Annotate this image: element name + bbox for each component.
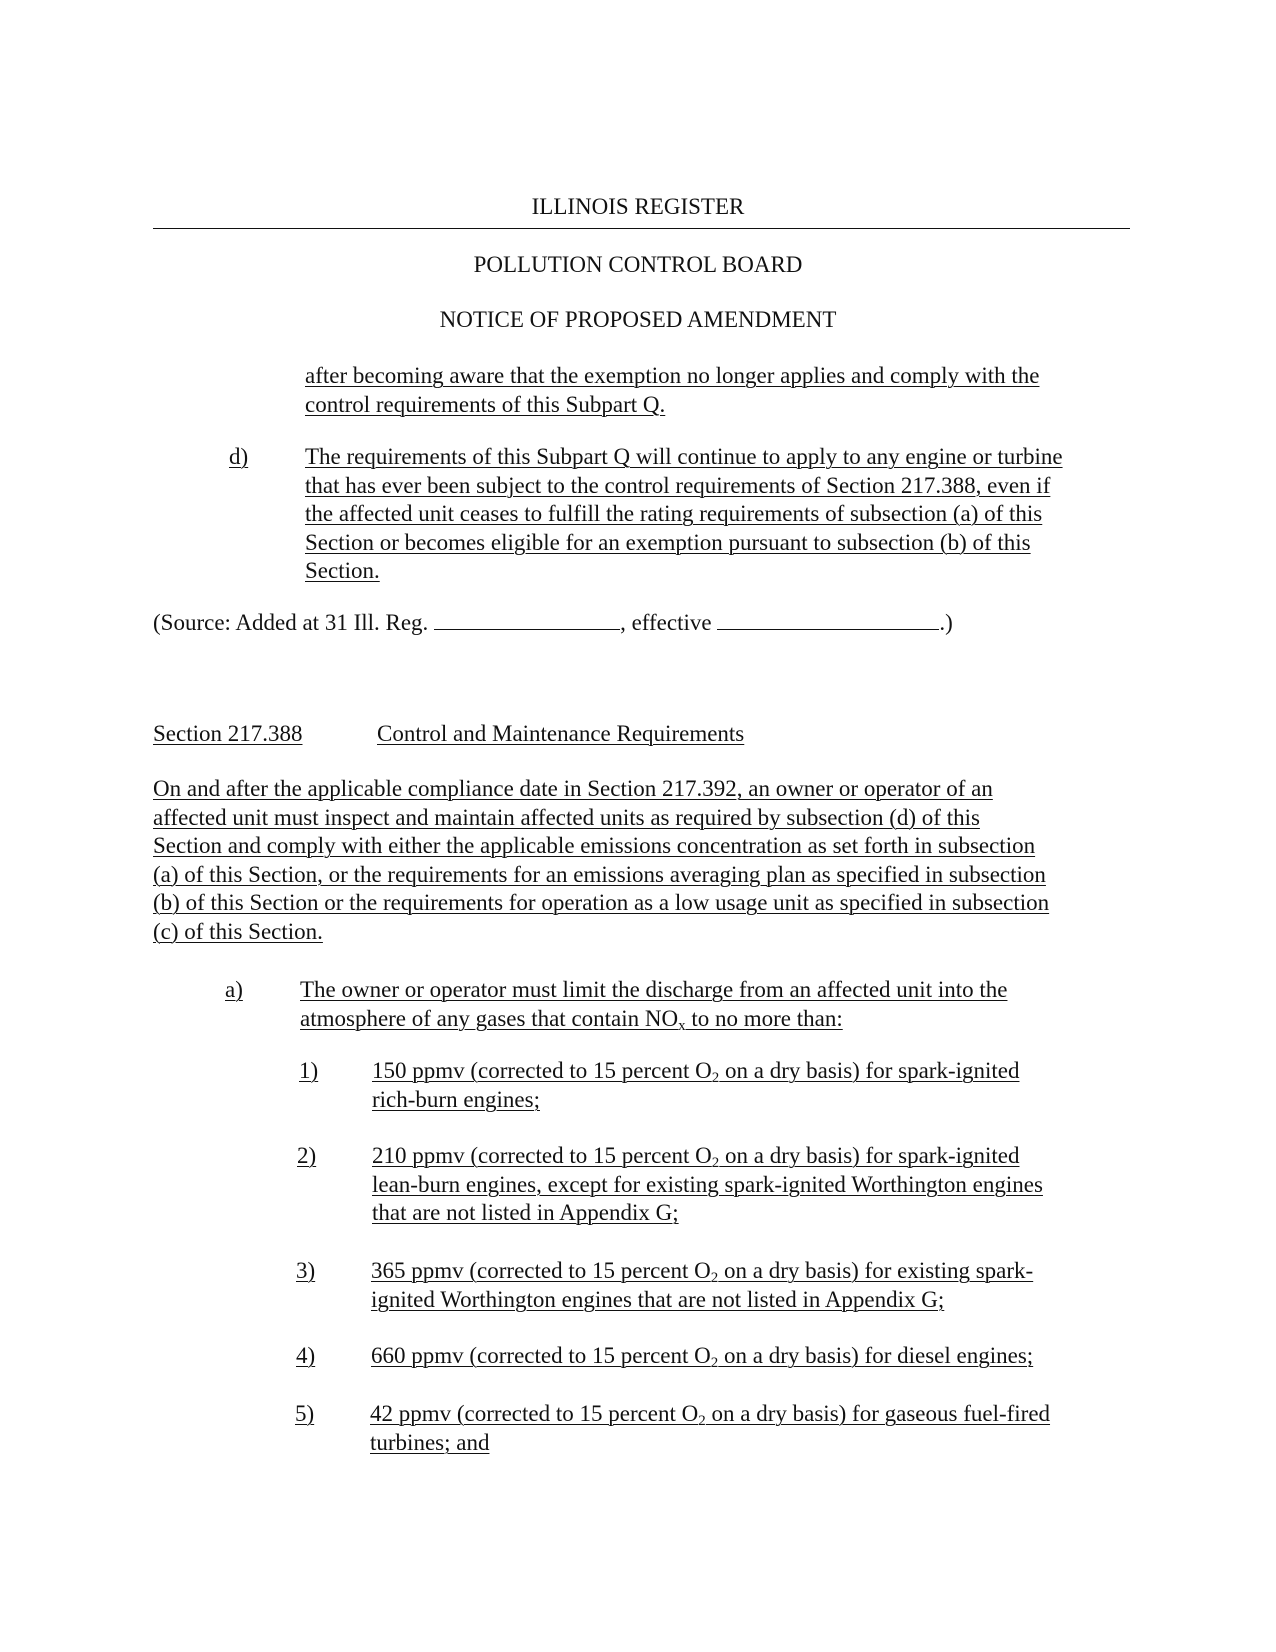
- item-d-line: Section or becomes eligible for an exemption pursuant to subsection (b) of this: [305, 529, 1031, 555]
- subitem-line: [371, 1342, 1033, 1371]
- subitem-3-text: [371, 1257, 1033, 1314]
- intro-line: On and after the applicable compliance date in Section 217.392, an owner or operator of an: [153, 776, 993, 801]
- source-middle: , effective: [620, 610, 712, 635]
- subitem-text: 150 ppmv (corrected to 15 percent O: [372, 1058, 712, 1083]
- subitem-line: lean-burn engines, except for existing spark-ignited Worthington engines: [372, 1171, 1043, 1197]
- section-title: Control and Maintenance Requirements: [377, 721, 745, 746]
- subitem-line: turbines; and: [370, 1429, 490, 1455]
- item-a-line-1: The owner or operator must limit the discharge from an affected unit into the: [300, 977, 1008, 1002]
- subitem-2-text: [372, 1142, 1043, 1228]
- item-a-line-2-post: to no more than:: [685, 1005, 843, 1031]
- subitem-text: 42 ppmv (corrected to 15 percent O: [370, 1401, 699, 1426]
- subitem-5-label: 5): [295, 1401, 315, 1426]
- item-d-line: the affected unit ceases to fulfill the rating requirements of subsection (a) of this: [305, 501, 1043, 526]
- intro-line: (c) of this Section.: [153, 918, 323, 944]
- subitem-line: [372, 1057, 1019, 1086]
- source-prefix: (Source: Added at 31 Ill. Reg.: [153, 610, 429, 635]
- item-d-line: that has ever been subject to the control requirements of Section 217.388, even if: [305, 472, 1051, 498]
- subitem-text: 365 ppmv (corrected to 15 percent O: [371, 1258, 711, 1283]
- subitem-text: 660 ppmv (corrected to 15 percent O: [371, 1343, 711, 1368]
- subitem-line: rich-burn engines;: [372, 1086, 540, 1112]
- subitem-line: ignited Worthington engines that are not listed in Appendix G;: [371, 1286, 945, 1312]
- item-d-label: d): [229, 444, 249, 469]
- item-a-line-2-pre: atmosphere of any gases that contain NO: [300, 1005, 679, 1031]
- o2-subscript: 2: [710, 1355, 719, 1371]
- intro-line: (b) of this Section or the requirements for operation as a low usage unit as specified in subsection: [153, 890, 1050, 915]
- subitem-2-label: 2): [297, 1143, 317, 1168]
- item-a-line-2: [300, 1005, 1007, 1034]
- o2-subscript: 2: [698, 1413, 706, 1429]
- continuation-line-2: control requirements of this Subpart Q.: [305, 391, 666, 417]
- item-d-text: [305, 443, 1063, 586]
- subitem-text: on a dry basis) for gaseous fuel-fired: [705, 1401, 1051, 1426]
- o2-subscript: 2: [711, 1155, 720, 1171]
- continuation-text: [305, 362, 1039, 419]
- item-a-text: [300, 976, 1007, 1033]
- subitem-4-text: [371, 1342, 1033, 1371]
- subitem-line: that are not listed in Appendix G;: [372, 1200, 679, 1225]
- intro-line: (a) of this Section, or the requirements for an emissions averaging plan as specified in subsection: [153, 861, 1046, 887]
- intro-paragraph: [153, 775, 1049, 946]
- subitem-4-label: 4): [296, 1343, 316, 1368]
- subitem-line: [372, 1142, 1043, 1171]
- o2-subscript: 2: [711, 1070, 720, 1086]
- item-d-line: The requirements of this Subpart Q will continue to apply to any engine or turbine: [305, 444, 1063, 469]
- section-number: Section 217.388: [153, 721, 303, 746]
- subitem-text: on a dry basis) for spark-ignited: [719, 1058, 1020, 1083]
- subitem-text: on a dry basis) for existing spark-: [718, 1258, 1034, 1283]
- source-register-blank: [434, 609, 620, 630]
- subitem-3-label: 3): [296, 1258, 316, 1283]
- intro-line: Section and comply with either the applicable emissions concentration as set forth in subsection: [153, 833, 1036, 858]
- subitem-1-label: 1): [299, 1058, 319, 1083]
- register-title: ILLINOIS REGISTER: [531, 194, 745, 219]
- board-title: POLLUTION CONTROL BOARD: [473, 252, 803, 277]
- item-a-label: a): [225, 977, 243, 1002]
- source-note: [153, 609, 953, 636]
- continuation-line-1: after becoming aware that the exemption no longer applies and comply with the: [305, 363, 1040, 388]
- subitem-line: [370, 1400, 1050, 1429]
- subitem-5-text: [370, 1400, 1050, 1457]
- subitem-text: on a dry basis) for spark-ignited: [719, 1143, 1020, 1168]
- item-d-line: Section.: [305, 558, 380, 583]
- subitem-1-text: [372, 1057, 1019, 1114]
- subitem-line: [371, 1257, 1033, 1286]
- subitem-text: 210 ppmv (corrected to 15 percent O: [372, 1143, 712, 1168]
- header-rule: [153, 228, 1130, 229]
- subitem-text: on a dry basis) for diesel engines;: [718, 1343, 1034, 1368]
- nox-subscript: x: [678, 1017, 686, 1034]
- o2-subscript: 2: [710, 1270, 719, 1286]
- notice-title: NOTICE OF PROPOSED AMENDMENT: [439, 307, 837, 332]
- source-effective-blank: [717, 609, 939, 630]
- source-suffix: .): [939, 610, 953, 635]
- intro-line: affected unit must inspect and maintain affected units as required by subsection (d) of this: [153, 804, 980, 830]
